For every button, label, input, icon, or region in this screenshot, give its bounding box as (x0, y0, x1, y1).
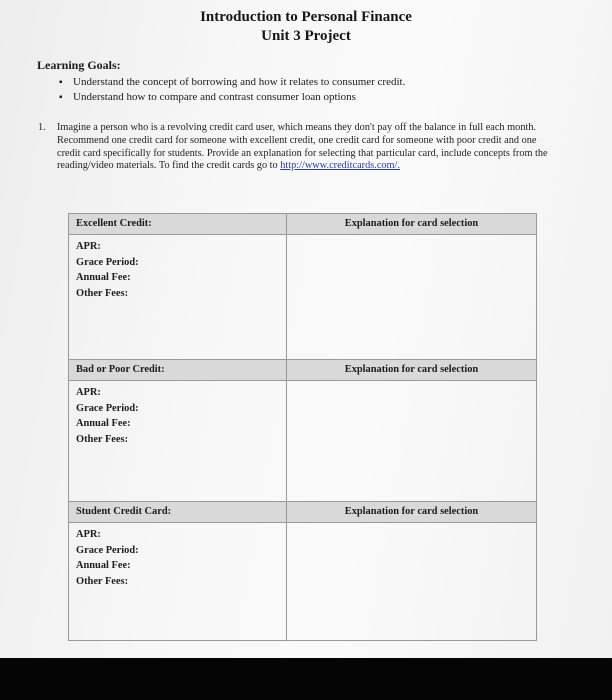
bullet-icon: ▪ (59, 77, 63, 88)
grace-period-label: Grace Period: (76, 402, 139, 414)
other-fees-label: Other Fees: (76, 433, 129, 445)
explanation-cell[interactable] (287, 381, 536, 502)
title-line-2: Unit 3 Project (261, 28, 351, 44)
poor-credit-label: Bad or Poor Credit: (69, 360, 287, 380)
question-text: Imagine a person who is a revolving credit card user, which means they don't pay off the balance in full each month. Recommend one credit card for someone with excellent credit, one credit card for someone with poor credit and one credit card specifically for students. Provide an explanation for selecting that particular card, include concepts from the reading/video materials. To find the credit cards go to (57, 122, 548, 172)
other-fees-label: Other Fees: (76, 287, 129, 299)
annual-fee-label: Annual Fee: (76, 272, 131, 283)
explanation-cell[interactable] (287, 523, 536, 640)
table-header-row (69, 214, 536, 235)
excellent-credit-table (68, 213, 537, 361)
table-body-row (69, 523, 536, 640)
table-header-row (69, 360, 536, 381)
question-1 (38, 122, 550, 173)
grace-period-label: Grace Period: (76, 544, 139, 556)
learning-goals-heading: Learning Goals: (37, 58, 121, 72)
table-header-row (69, 502, 536, 523)
learning-goal-item (59, 76, 405, 88)
bottom-dark-bar (0, 658, 612, 700)
apr-label: APR: (76, 241, 101, 252)
table-body-row (69, 381, 536, 502)
apr-label: APR: (76, 529, 101, 540)
card-details-cell[interactable] (69, 523, 287, 640)
creditcards-link[interactable]: http://www.creditcards.com/. (280, 160, 400, 172)
learning-goal-text: Understand the concept of borrowing and how it relates to consumer credit. (73, 76, 406, 88)
explanation-header: Explanation for card selection (344, 364, 479, 375)
table-body-row (69, 235, 536, 360)
card-details-cell[interactable] (69, 381, 287, 502)
excellent-credit-label: Excellent Credit: (69, 214, 287, 234)
other-fees-label: Other Fees: (76, 575, 129, 587)
student-card-label: Student Credit Card: (69, 502, 287, 522)
annual-fee-label: Annual Fee: (76, 418, 131, 429)
annual-fee-label: Annual Fee: (76, 560, 131, 571)
explanation-header: Explanation for card selection (344, 218, 479, 229)
poor-credit-table (68, 359, 537, 503)
document-title (0, 8, 612, 46)
question-number: 1. (38, 122, 46, 133)
explanation-header: Explanation for card selection (344, 506, 479, 517)
card-details-cell[interactable] (69, 235, 287, 360)
learning-goal-text: Understand how to compare and contrast consumer loan options (73, 91, 356, 103)
title-line-1: Introduction to Personal Finance (200, 9, 412, 25)
bullet-icon: ▪ (59, 92, 63, 103)
grace-period-label: Grace Period: (76, 256, 139, 268)
explanation-cell[interactable] (287, 235, 536, 360)
apr-label: APR: (76, 387, 101, 398)
student-card-table (68, 501, 537, 641)
learning-goal-item (59, 91, 356, 103)
